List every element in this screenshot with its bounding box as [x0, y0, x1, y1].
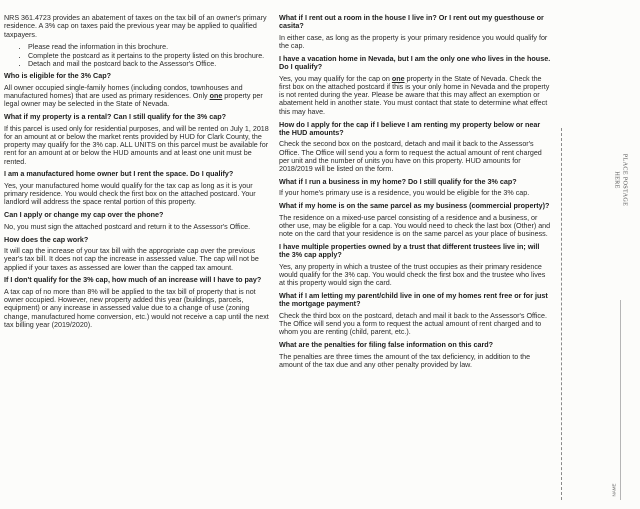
faq-question-eligible: Who is eligible for the 3% Cap? [4, 71, 112, 81]
answer-text: All owner occupied single-family homes (including condos, townhouses and manufactured homes) that are used as primary residences. Only [4, 83, 243, 101]
faq-question-business: What if I run a business in my home? Do I still qualify for the 3% cap? [279, 176, 517, 186]
faq-answer-vacation [279, 75, 552, 116]
faq-answer-business: If your home's primary use is a residence, you would be eligible for the 3% cap. [279, 189, 530, 198]
name-label: NAME [611, 483, 617, 497]
answer-text: property in the State of Nevada. Check the first box on the attached postcard if this is your only home in Nevada and the property is not rented during the year. Please be aware that this may affect an exemption or abatement held in another state. You must contact that state to determine what effect this may have. [279, 74, 550, 116]
faq-question-renting: How do I apply for the cap if I believe I am renting my property below or near the HUD amounts? [279, 119, 541, 137]
list-item: • Complete the postcard as it pertains to the property listed on this brochure. [28, 52, 272, 60]
faq-answer-how: It will cap the increase of your tax bill with the appropriate cap over the previous year's tax bill. It does not cap the increase in assessed value. The cap will not be applied if your taxes as assessed are lower than the capped tax amount. [4, 247, 259, 272]
answer-text: Yes, you may qualify for the cap on [279, 74, 392, 83]
answer-text: property per legal owner may be selected in the State of Nevada. [4, 92, 263, 109]
faq-answer-same-parcel: The residence on a mixed-use parcel consisting of a residence and a business, or other use, may be eligible for a cap. You would need to check the last box (Other) and note on the card that your residence is on the same parcel as your place of business. [279, 213, 551, 239]
faq-answer-penalties: The penalties are three times the amount of the tax deficiency, in addition to the amount of the tax due and any other penalty provided by law. [279, 352, 531, 370]
faq-question-same-parcel: What if my home is on the same parcel as my business (commercial property)? [279, 201, 550, 211]
faq-answer-dont-qualify: A tax cap of no more than 8% will be applied to the tax bill of property that is not owner occupied. However, new property added this year (buildings, parcels, equipment) or any increase in assessed value due to a change of use (zoning change, manufactured home conversion, etc.) would not receive a cap until the next tax billing year (2019/2020). [4, 287, 269, 329]
faq-answer-rental: If this parcel is used only for residential purposes, and will be rented on July 1, 2018 for an amount at or below the market rents provided by HUD for Clark County, the property may qualify for the 3% cap. ALL UNITS on this parcel must be available for rent for an amount at or below the HUD amounts and at least one unit must be rented. [4, 124, 269, 166]
middle-column [279, 14, 552, 374]
faq-answer-parent: Check the third box on the postcard, detach and mail it back to the Assessor's Office. The Office will send you a form to request the actual amount of rent charged and to whom you are renting (child, parent, etc.). [279, 311, 547, 337]
faq-question-room: What if I rent out a room in the house I live in? Or I rent out my guesthouse or casita? [279, 13, 544, 31]
left-column [4, 14, 272, 334]
faq-question-how: How does the cap work? [4, 234, 89, 244]
list-item: • Please read the information in this brochure. [28, 43, 272, 51]
faq-answer-phone: No, you must sign the attached postcard and return it to the Assessor's Office. [4, 222, 251, 231]
postage-label: PLACE POSTAGE HERE [614, 153, 629, 207]
faq-question-manufactured: I am a manufactured home owner but I rent the space. Do I qualify? [4, 169, 234, 179]
faq-answer-eligible [4, 84, 272, 109]
instruction-list [4, 43, 272, 68]
faq-question-dont-qualify: If I don't qualify for the 3% cap, how much of an increase will I have to pay? [4, 275, 262, 285]
faq-answer-manufactured: Yes, your manufactured home would qualify for the tax cap as long as it is your primary residence. You would check the first box on the attached postcard. Your landlord will address the space rental portion of this property. [4, 181, 256, 207]
name-field-area [608, 476, 620, 504]
emphasis-text: one [209, 92, 223, 101]
faq-answer-room: In either case, as long as the property is your primary residence you would qualify for the cap. [279, 33, 548, 51]
faq-answer-trust: Yes, any property in which a trustee of the trust occupies as their primary residence would qualify for the 3% cap. You would check the first box and the trustee who lives at this property would sign the card. [279, 262, 546, 288]
faq-question-phone: Can I apply or change my cap over the phone? [4, 210, 164, 220]
faq-question-rental: What if my property is a rental? Can I still qualify for the 3% cap? [4, 112, 227, 122]
faq-question-vacation: I have a vacation home in Nevada, but I am the only one who lives in the house. Do I qualify? [279, 53, 551, 72]
intro-paragraph: NRS 361.4723 provides an abatement of taxes on the tax bill of an owner's primary residence. A 3% cap on taxes paid the previous year may be applied to qualified taxpayers. [4, 14, 267, 39]
faq-question-parent: What if I am letting my parent/child live in one of my homes rent free or for just the mortgage payment? [279, 291, 548, 309]
perforation-line [561, 128, 562, 500]
faq-question-trust: I have multiple properties owned by a trust that different trustees live in; will the 3% cap apply? [279, 242, 540, 260]
faq-answer-renting: Check the second box on the postcard, detach and mail it back to the Assessor's Office. The Office will send you a form to request the actual amount of rent charged per unit and the number of units you have on this property. HUD amounts for 2018/2019 will be listed on the form. [279, 140, 542, 174]
faq-question-penalties: What are the penalties for filing false information on this card? [279, 340, 494, 350]
postage-area [609, 120, 633, 240]
emphasis-text: one [391, 74, 405, 83]
list-item: • Detach and mail the postcard back to the Assessor's Office. [28, 60, 272, 68]
address-line [620, 300, 621, 500]
